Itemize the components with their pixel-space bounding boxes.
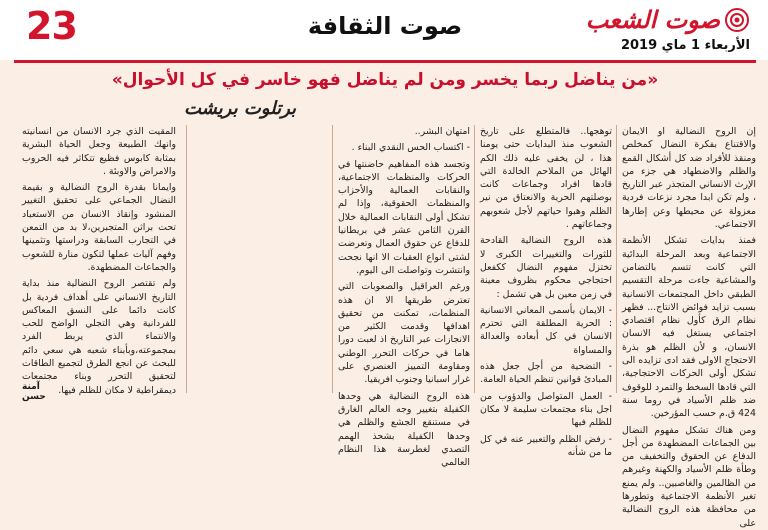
column-divider (474, 125, 475, 393)
paragraph: وتجسد هذه المفاهيم حاضنتها في الحركات والمنظمات الاجتماعية، والنقابات العمالية والأحزاب والمنظمات الحقوقية، وإذا لم تشكل أولى النقابات العمالية خلال القرن الثامن عشر في بريطانيا للدفاع عن حقوق العمال وتعرضت لشتى انواع العقبات الا انها نجحت وانتشرت وتواصلت الى اليوم. (338, 158, 470, 276)
paragraph: المقيت الذي جرد الانسان من انسانيته وانهك الطبيعة وجعل الحياة البشرية بمثابة كابوس فظيع تتكاثر فيه الحروب والامراض والاوبئة . (22, 126, 176, 177)
article-column-2 (480, 125, 612, 458)
header-divider (14, 60, 756, 63)
page-header (0, 0, 768, 60)
paragraph: هذه الروح النضالية هي وحدها الكفيلة بتغيير وجه العالم الغارق في مستنقع الجشع والظلم هي وحدها الكفيلة بشحذ الهمم التصدي لغطرسة هذا النظام العالمي (338, 390, 470, 469)
article-author: برتلوت بريشت (183, 98, 297, 119)
paragraph: ورغم العراقيل والصعوبات التي تعترض طريقها الا ان هذه المنظمات، تمكنت من تحقيق اهدافها وقدمت الكثير من الانجازات عبر التاريخ اذ لعبت دورا هاما في حركات التحرر الوطني ومقاومة التمييز العنصري على غرار اسبانيا وجنوب افريقيا. (338, 281, 470, 386)
paragraph: فمنذ بدايات تشكل الأنظمة الاجتماعية وبعد المرحلة البدائية التي كانت تتسم بالتضامن والمشاعية جاءت مرحلة التقسيم الطبقي داخل المجتمعات الانسانية بسبب تزايد فوائض الانتاج... فظهر نظام الرق كأول نظام اقتصادي اجتماعي يستغل فيه الانسان الانسان، و لأن الظلم هو بذرة الاحتجاج الاولى فقد ادى تزايده الى تشكل أولى الحركات الاحتجاجية، التي قادها السخط والتمرد للوقوف ضد ظلم الأسياد في روما سنة 424 ق.م حسب المؤرخين. (622, 235, 756, 420)
paragraph: - التضحية من أجل جعل هذه المبادئ قوانين تنظم الحياة العامة. (480, 361, 612, 386)
paragraph: ومن هناك تشكل مفهوم النضال بين الجماعات المضطهدة من أجل الدفاع عن الحقوق والتخفيف من وطأة ظلم الأسياد والكهنة وغيرهم من الظالمين والغاصبين.. ولم يمنع تغير الأنظمة الاجتماعية وتطورها من محافظة هذه الروح النضالية على (622, 424, 756, 529)
section-title: صوت الثقافة (307, 12, 463, 40)
column-divider (332, 125, 333, 393)
article-column-1 (622, 125, 756, 529)
paragraph: توهجها.. فالمتطلع على تاريخ الشعوب منذ البدايات حتى يومنا هذا ، لن يخفى عليه ذلك الكم الهائل من الملاحم الخالدة التي قادها افراد وجماعات كانت بوصلتهم الحرية والانعتاق من نير الظلم وهبوا حياتهم لأجل شعوبهم وجماعاتهم . (480, 126, 612, 231)
newspaper-brand (586, 6, 750, 34)
paragraph: - رفض الظلم والتعبير عنه في كل ما من شأنه (480, 433, 612, 458)
paragraph: ولم تقتصر الروح النضالية منذ بداية التاريخ الانساني على أهداف فردية بل كانت دائما على النسق المعاكس للفردانية وهي التجلي الواضح للحب والانتماء الذي يربط الفرد بمجموعته،وبأبناء شعبه هي سعي دائم للبحث عن انجع الطرق لتجميع الطاقات لتحقيق التحرر وبناء مجتمعات ديمقراطية لا مكان للظلم فيها. (22, 278, 176, 396)
paragraph: - اكتساب الحس النقدي البناء . (351, 142, 470, 154)
article-column-3 (338, 125, 470, 469)
paragraph: - العمل المتواصل والدؤوب من اجل بناء مجتمعات سليمة لا مكان للظلم فيها (480, 390, 612, 429)
paragraph: - الايمان بأسمى المعاني الانسانية : الحرية المطلقة التي تحترم الانسان في كل أبعاده والعدالة والمساواة (480, 304, 612, 356)
paragraph: امتهان البشر.. (414, 126, 470, 137)
broadcast-icon (724, 7, 750, 33)
brand-name: صوت الشعب (585, 6, 720, 34)
issue-date: الأربعاء 1 ماي 2019 (620, 38, 750, 53)
paragraph: وايمانا بقدرة الروح النضالية و بقيمة النضال الجماعي على تحقيق التغيير المنشود وإنقاذ الانسان من الاستعباد تحت براثن المتجبرين،لا بد من التمعن في التجارب السابقة ودراستها وتثمينها وفهم آليات عملها لتكون منارة للشعوب والجماعات المضطهدة. (22, 182, 176, 273)
column-divider (186, 125, 187, 393)
paragraph: هذه الروح النضالية القادحة للثورات والتغييرات الكبرى لا تختزل مفهوم النضال ككفعل احتجاجي محكوم بظروف معينة في زمن معين بل هي تشمل : (480, 235, 612, 300)
article-headline: «من يناضل ربما يخسر ومن لم يناضل فهو خاسر في كل الأحوال» (111, 70, 659, 90)
column-divider (616, 125, 617, 393)
paragraph: إن الروح النضالية او الايمان والاقتناع بفكرة النضال كمخلص ومنقذ للأفراد ضد كل أشكال القمع والظلم والاضطهاد هي جزء من الإرث الانساني المتجذر عبر التاريخ ، ولم تكن ابدا مجرد نزعات فردية معزولة عن محيطها وعن إطارها الاجتماعي. (622, 126, 756, 231)
article-signature: آمنة حسن (22, 382, 46, 402)
page-number: 23 (26, 4, 77, 48)
